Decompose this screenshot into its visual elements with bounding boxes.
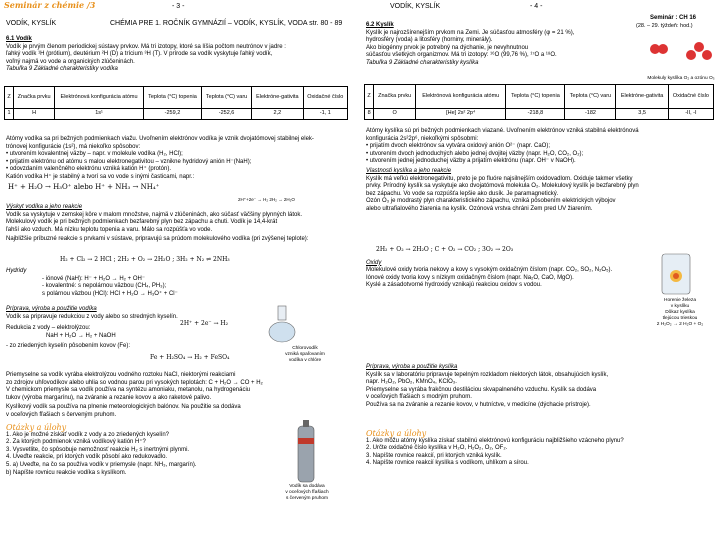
text-line: Priemyselne sa vodík vyrába elektrolýzou vodného roztoku NaCl, niektorými reakciami — [6, 372, 236, 378]
margin-note — [272, 484, 342, 502]
table-caption: Tabuľka 9 Základné charakteristiky vodíka — [6, 66, 118, 73]
equation-note: 2H⁺+2e⁻ → H₂ 2H₂ → 2H₂O — [238, 197, 295, 202]
text-line: Atómy vodíka sa pri bežných podmienkach viažu. Uvoľnením elektrónov vodíka je vznik dvojatómovej stabilnej elek- — [6, 136, 314, 142]
gas-cylinder-illustration — [286, 420, 326, 484]
text-line: konfigurácia 2s²2p⁶, niekoľkými spôsobmi: — [366, 135, 479, 142]
text-line: bez zápachu. Vo vode sa rozpúšťa lepšie ako dusík. Je paramagnetický. — [366, 190, 559, 197]
intro-line: voľný najmä vo vode a organických zlúčeninách. — [6, 58, 135, 65]
questions-block — [366, 430, 712, 468]
subsection-title: Príprava, výroba a použitie kyslíka — [366, 364, 458, 370]
text-line: Najbližšie príbuzné reakcie s prvkami v sústave, pripravujú sa prúdom molekulového vodíka (pri zvýšenej teplote): — [6, 236, 309, 243]
molecule-caption: Molekuly kyslíka O₂ a ozónu O₃ — [647, 76, 715, 81]
text-line: • odovzdaním valenčného elektrónu vzniká katión H⁺ (protón). — [6, 166, 172, 173]
text-line: v oceľových fľašiach s červeným pruhom. — [6, 411, 117, 418]
ion-equation: H⁺ + H₂O → H₃O⁺ alebo H⁺ + NH₃ → NH₄⁺ — [8, 183, 160, 191]
text-line: Katión vodíka H⁺ je stabilný a tvorí sa vo vode s inými časticami, napr.: — [6, 173, 195, 180]
table-header: Teplota (°C) topenia — [143, 87, 201, 109]
reaction-equation: H₂ + Cl₂ → 2 HCl ; 2H₂ + O₂ → 2H₂O ; 3H₂ + N₂ ⇌ 2NH₃ — [60, 256, 230, 263]
table-header: Značka prvku — [374, 85, 416, 109]
industry-block — [6, 372, 266, 420]
table-header: Značka prvku — [14, 87, 55, 109]
prep-equation: Fe + H₂SO₄ → H₂ + FeSO₄ — [150, 354, 230, 361]
table-cell: -182 — [565, 109, 616, 120]
text-line: - zo zriedených kyselín pôsobením kovov (Fe): — [6, 343, 131, 350]
text-line: Priemyselne sa vyrába frakčnou destiláciou skvapalneného vzduchu. Kyslík sa dodáva — [366, 386, 597, 393]
table-header: Elektróne-gativita — [252, 87, 303, 109]
text-line: • utvorením jednej jednoduchej väzby a prijatím elektrónu (napr. OH⁻ v NaOH). — [366, 158, 576, 165]
intro-line: Ako biogénny prvok je potrebný na dýchanie, je nevyhnutnou — [366, 44, 529, 51]
text-line: napr. H₂O₂, PbO₂, KMnO₄, KClO₃. — [366, 379, 457, 386]
text-line: Kyslé a zásadotvorné hydroxidy vznikajú reakciou oxidov s vodou. — [366, 282, 542, 289]
table-cell: 3,5 — [616, 109, 668, 120]
intro-line: ľahký vodík ¹H (prótium), deutérium ²H (D) a trícium ³H (T). V prírode sa vodík vyskytuje ľahký vodík, — [6, 51, 273, 58]
prep-block — [6, 306, 246, 351]
table-cell: H — [14, 109, 55, 120]
margin-note-line: Horenie železa — [664, 298, 696, 303]
question-item: 2. Určte oxidačné číslo kyslíka v H₂O, H₂O₂, O₂, OF₂. — [366, 445, 508, 452]
question-item: 1. Ako môžu atómy kyslíka získať stabilnú elektrónovú konfiguráciu najbližšieho vzácneho plynu? — [366, 437, 624, 444]
quiz-box-title: Seminár : CH 16 — [650, 15, 697, 21]
question-item: 3. Vysvetlite, čo spôsobuje nemožnosť reakcie H₂ s inertnými plynmi. — [6, 446, 190, 453]
oxygen-molecule-diagram — [646, 36, 716, 76]
text-line: Používa sa na zváranie a rezanie kovov, v hutníctve, v medicíne (dýchacie prístroje). — [366, 401, 591, 408]
margin-note-line: vodíka v chlóre — [288, 358, 322, 363]
margin-note — [270, 346, 340, 364]
table-header: Elektrónová konfigurácia atómu — [416, 85, 506, 109]
section-heading: 6.1 Vodík — [6, 36, 32, 42]
header-source: CHÉMIA PRE 1. ROČNÍK GYMNÁZIÍ – VODÍK, KYSLÍK, VODA str. 80 - 89 — [110, 20, 343, 27]
text-line: • prijatím dvoch elektrónov sa vytvára oxidový anión O²⁻ (napr. CaO); — [366, 143, 551, 150]
section-heading: 6.2 Kyslík — [366, 22, 394, 28]
text-line: Ozón O₃ je modrastý plyn charakteristického zápachu, vzniká pôsobením elektrických výbojov — [366, 198, 616, 205]
margin-note-line: Chlorovodík — [292, 346, 318, 351]
text-line: - iónové (NaH): H⁻ + H₂O → H₂ + OH⁻ — [42, 275, 146, 282]
table-cell: -259,2 — [143, 109, 201, 120]
table-header: Teplota (°C) topenia — [506, 85, 565, 109]
table-header: Oxidačné číslo — [303, 87, 347, 109]
text-line: Vodík sa pripravuje redukciou z vody alebo so stredných kyselín. — [6, 313, 178, 320]
header-topic: VODÍK, KYSLÍK — [6, 20, 57, 27]
hydrogen-flask-illustration — [262, 304, 302, 344]
margin-note-line: vzniká spaľovaním — [285, 352, 325, 357]
question-item: 1. Ako je možné získať vodík z vody a zo zriedených kyselín? — [6, 431, 169, 438]
text-line: • utvorením dvoch jednoduchých alebo jednej dvojitej väzby (napr. H₂O, CO₂, O₂); — [366, 150, 584, 157]
right-page — [360, 0, 720, 540]
margin-note-line: v kyslíku — [670, 304, 690, 309]
header-topic: VODÍK, KYSLÍK — [390, 3, 441, 10]
text-line: prvky. Prírodný kyslík sa vyskytuje ako dvojatómová molekula O₂. Molekulový kyslík je bezfarebný plyn — [366, 183, 639, 190]
margin-note-line: Vodík sa dodáva — [289, 484, 325, 489]
hydrides-block — [6, 268, 266, 298]
text-line: Vodík sa vyskytuje v zemskej kôre v malom množstve, najmä v zlúčeninách, ako súčasť väčšiny plynných látok. — [6, 211, 303, 218]
table-header: Z — [365, 85, 374, 109]
hydrides-title: Hydridy — [6, 268, 27, 274]
text-line: s polárnou väzbou (HCl): HCl + H₂O → H₃O⁺ + Cl⁻ — [42, 290, 178, 297]
table-cell: 8 — [365, 109, 374, 120]
margin-note-line: v oceľových fľašiach — [285, 490, 329, 495]
table-cell: -252,6 — [202, 109, 252, 120]
text-line: Kyslíkový vodík sa používa na plnenie meteorologických balónov. Na použitie sa dodáva — [6, 404, 241, 411]
text-line: Atómy kyslíka sú pri bežných podmienkach viazané. Uvoľnením elektrónov vzniká stabilná elektrónová — [366, 128, 639, 134]
hydrogen-intro — [6, 36, 346, 74]
question-item: b) Napíšte rovnicu reakcie vodíka s kyslíkom. — [6, 469, 127, 476]
table-caption: Tabuľka 9 Základné charakteristiky kyslíka — [366, 59, 479, 66]
table-cell: -II, -I — [668, 109, 713, 120]
text-line: • prijatím elektrónu od atómu s malou elektronegativitou – vznikne hydridový anión H⁻(NaH); — [6, 158, 252, 165]
table-cell: 2,2 — [252, 109, 303, 120]
oxygen-table — [364, 84, 714, 120]
subsection-title: Oxidy — [366, 259, 382, 266]
table-cell: O — [374, 109, 416, 120]
table-header: Teplota (°C) varu — [565, 85, 616, 109]
text-line: trónovej konfigurácie (1s²), má niekoľko spôsobov: — [6, 143, 141, 150]
text-line: zo zdrojov uhľovodíkov alebo uhlia so vodnou parou pri vysokých teplotách: C + H₂O → CO + H₂ — [6, 379, 263, 386]
hydrogen-table — [4, 86, 348, 120]
table-header: Elektrónová konfigurácia atómu — [55, 87, 144, 109]
prep-equation: 2H⁺ + 2e⁻ → H₂ — [180, 320, 229, 327]
question-item: 4. Uveďte reakcie, pri ktorých vodík pôsobí ako redukovadlo. — [6, 454, 168, 461]
questions-block — [6, 424, 266, 477]
subsection-title: Vlastnosti kyslíka a jeho reakcie — [366, 167, 452, 174]
table-header: Z — [5, 87, 14, 109]
oxygen-atom — [686, 50, 696, 60]
table-cell: 1s¹ — [55, 109, 144, 120]
table-header: Oxidačné číslo — [668, 85, 713, 109]
intro-line: Vodík je prvým členom periodickej sústavy prvkov. Má tri izotopy, ktoré sa líšia počtom neutrónov v jadre : — [6, 43, 286, 50]
text-line: alebo ultrafialového žiarenia na kyslík. Ozónová vrstva chráni Zem pred UV žiarením. — [366, 205, 593, 212]
margin-note-line: 2 H₂O₂ → 2 H₂O + O₂ — [656, 322, 704, 327]
oxygen-atom — [702, 50, 712, 60]
margin-note-line: s červeným pruhom — [285, 496, 329, 501]
question-item: 5. a) Uveďte, na čo sa používa vodík v priemysle (napr. NH₃, margarín). — [6, 461, 197, 468]
table-cell: -1, 1 — [303, 109, 347, 120]
page-number: - 3 - — [172, 3, 185, 10]
oxygen-reactions — [366, 246, 636, 290]
quiz-box-sub: (28. – 29. týždeň: hod.) — [636, 23, 693, 29]
page-number: - 4 - — [530, 3, 543, 10]
questions-title: Otázky a úlohy — [6, 423, 67, 432]
text-line: V chemickom priemysle sa vodík používa na syntézu amoniaku, metanolu, na hydrogenáciu — [6, 387, 251, 394]
intro-line: Kyslík je najrozšírenejším prvkom na Zemi. Je súčasťou atmosféry (φ = 21 %), — [366, 29, 575, 36]
intro-line: hydrosféry (voda) a litosféry (horniny, minerály). — [366, 37, 493, 44]
oxygen-atom — [658, 44, 668, 54]
intro-line: súčasťou všetkých organizmov. Má tri izotopy: ¹⁶O (99,76 %), ¹⁷O a ¹⁸O. — [366, 52, 557, 59]
text-line: Redukcia z vody – elektrolýzou: — [6, 325, 91, 332]
text-line: - kovalentné: s nepolárnou väzbou (CH₄, PH₃); — [42, 283, 167, 290]
text-line: ľahší ako vzduch. Má nízku teplotu topenia a varu. Málo sa rozpúšťa vo vode. — [6, 226, 213, 233]
question-item: 4. Napíšte rovnice reakcií kyslíka s vodíkom, uhlíkom a sírou. — [366, 460, 529, 467]
oxygen-prep — [366, 364, 712, 410]
margin-note-line: tlejúcou trieskou — [662, 316, 698, 321]
bonding-text — [6, 136, 346, 182]
question-item: 2. Za ktorých podmienok vzniká vodíkový katión H⁺? — [6, 439, 146, 446]
text-line: Molekulové oxidy tvoria nekovy a kovy s vysokým oxidačným číslom (napr. CO₂, SO₂, N₂O₅). — [366, 267, 613, 274]
burning-iron-illustration — [652, 246, 702, 298]
margin-note — [642, 298, 718, 328]
table-cell: -218,8 — [506, 109, 565, 120]
text-line: Iónové oxidy tvoria kovy s nízkym oxidačným číslom (napr. Na₂O, CaO, MgO). — [366, 274, 574, 281]
oxygen-bonding — [366, 128, 712, 214]
table-cell: [He] 2s² 2p⁴ — [416, 109, 506, 120]
oxygen-intro — [366, 22, 636, 68]
subsection-title: Výskyt vodíka a jeho reakcie — [6, 204, 83, 210]
subsection-title: Príprava, výroba a použitie vodíka — [6, 306, 97, 312]
margin-note-line: Dôkaz kyslíka — [665, 310, 695, 315]
table-header: Elektróne-gativita — [616, 85, 668, 109]
text-line: Kyslík má veľkú elektronegativitu, preto je po fluóre najsilnejším oxidovadlom. Oxiduje takmer všetky — [366, 175, 633, 182]
text-line: NaH + H₂O → H₂ + NaOH — [46, 332, 116, 339]
text-line: v oceľových fľašiach s modrým pruhom. — [366, 394, 472, 401]
text-line: tukov (výroba margarínu), na zváranie a rezanie kovov a ako raketové palivo. — [6, 394, 212, 401]
reaction-equation: 2H₂ + O₂ → 2H₂O ; C + O₂ → CO₂ ; 3O₂ → 2O₃ — [376, 246, 514, 253]
text-line: Kyslík sa v laboratóriu pripravuje tepelným rozkladom niektorých látok, obsahujúcich kyslík, — [366, 371, 609, 378]
question-item: 3. Napíšte rovnice reakcií, pri ktorých vzniká kyslík. — [366, 452, 502, 459]
questions-title: Otázky a úlohy — [366, 429, 427, 438]
text-line: Molekulový vodík je pri bežných podmienkach bezfarebný plyn bez zápachu a chuti. Vodík je 14,4-krát — [6, 219, 278, 226]
brand-title: Seminár z chémie /3 — [4, 0, 96, 10]
table-cell: 1 — [5, 109, 14, 120]
text-line: • utvorením kovalentnej väzby – napr. v molekule vodíka (H₂, HCl); — [6, 151, 183, 158]
occurrence-block — [6, 204, 346, 244]
table-header: Teplota (°C) varu — [202, 87, 252, 109]
